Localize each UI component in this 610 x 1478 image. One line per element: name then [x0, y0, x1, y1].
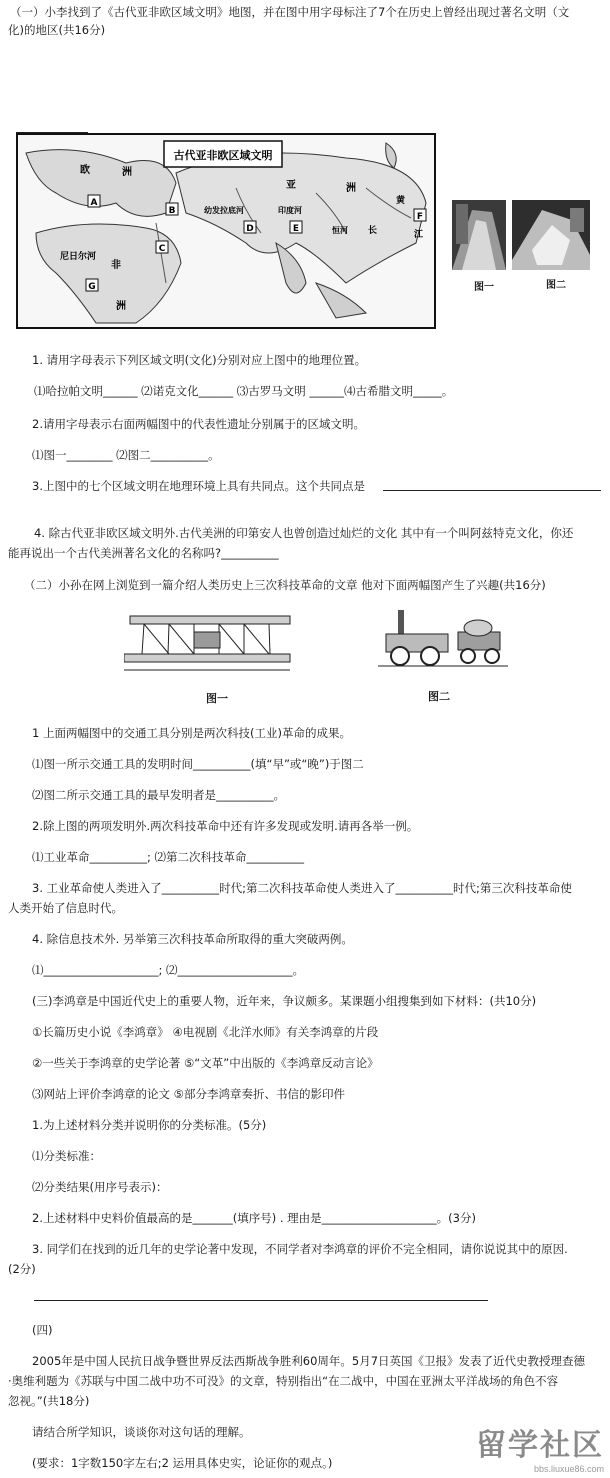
part2-intro: （二）小孙在网上浏览到一篇介绍人类历史上三次科技革命的文章 他对下面两幅图产生了兴趣(共16分)	[24, 578, 546, 592]
map-marker-g: G	[88, 282, 96, 292]
part1-question-4-line2: 能再说出一个古代美洲著名文化的名称吗?__________	[8, 546, 279, 560]
part1-question-4-line1: 4. 除古代亚非欧区域文明外.古代美洲的印第安人也曾创造过灿烂的文化 其中有一个叫阿兹特克文化，你还	[34, 526, 574, 540]
part3-material-line2: ②一些关于李鸿章的史学论著 ⑤“文革”中出版的《李鸿章反动言论》	[32, 1056, 379, 1070]
part3-material-line1: ①长篇历史小说《李鸿章》 ④电视剧《北洋水师》有关李鸿章的片段	[32, 1025, 379, 1039]
watermark-text: 留学社区	[476, 1428, 604, 1463]
part2-question-1-b: ⑵图二所示交通工具的最早发明者是__________。	[32, 788, 285, 802]
part2-question-3-line2: 人类开始了信息时代。	[8, 901, 123, 915]
map-marker-b: B	[168, 206, 176, 216]
part2-question-4-items: ⑴____________________; ⑵____________________。	[32, 963, 305, 977]
part3-question-3-line2: (2分)	[8, 1262, 36, 1276]
part1-question-1-items: ⑴哈拉帕文明______ ⑵诺克文化______ ⑶古罗马文明 ______⑷古希腊文明_____。	[34, 384, 454, 398]
part3-question-1-b: ⑵分类结果(用序号表示)：	[32, 1180, 168, 1194]
part2-question-2: 2.除上图的两项发明外.两次科技革命中还有许多发现或发明.请再各举一例。	[32, 819, 419, 833]
map-label-ganges: 恒河	[332, 226, 348, 235]
watermark	[476, 1420, 604, 1474]
part2-question-1-a: ⑴图一所示交通工具的发明时间__________(填“早”或“晚”)于图二	[32, 757, 364, 771]
part1-question-1: 1. 请用字母表示下列区域文明(文化)分别对应上图中的地理位置。	[32, 353, 367, 367]
map-label-yangtze: 江	[414, 230, 424, 240]
part2-figure-caption-2: 图二	[428, 690, 450, 703]
part1-question-2-items: ⑴图一________ ⑵图二__________。	[32, 448, 220, 462]
map-label-yellow-river: 黄	[396, 196, 406, 206]
map-title: 古代亚非欧区域文明	[173, 149, 273, 162]
part4-paragraph-line1: 2005年是中国人民抗日战争暨世界反法西斯战争胜利60周年。5月7日英国《卫报》发表了近代史教授理查德	[32, 1354, 586, 1368]
map-label-asia-1: 亚	[286, 180, 296, 191]
map-marker-a: A	[90, 198, 98, 208]
airplane-figure	[124, 610, 294, 680]
part1-question-3: 3.上图中的七个区域文明在地理环境上具有共同点。这个共同点是	[32, 479, 365, 493]
map-label-europe-2: 洲	[122, 167, 132, 178]
part4-paragraph-line2: ·奥维利题为《苏联与中国二战中功不可没》的文章，特别指出“在二战中，中国在亚洲太平洋战场的角色不容	[8, 1374, 559, 1388]
photo-figure-2	[512, 200, 590, 270]
map-marker-e: E	[292, 224, 300, 234]
photo-figure-1	[452, 200, 506, 270]
map-label-niger-river: 尼日尔河	[60, 252, 97, 262]
part3-intro: (三)李鸿章是中国近代史上的重要人物，近年来，争议颇多。某课题小组搜集到如下材料：(共10分)	[32, 994, 537, 1008]
part2-question-4: 4. 除信息技术外. 另举第三次科技革命所取得的重大突破两例。	[32, 932, 353, 946]
part4-paragraph-line3: 忽视。”(共18分)	[8, 1394, 90, 1408]
map-marker-d: D	[246, 224, 254, 234]
part3-question-3-line1: 3. 同学们在找到的近几年的史学论著中发现，不同学者对李鸿章的评价不完全相同，请你说说其中的原因.	[32, 1242, 568, 1256]
map-label-indus: 印度河	[278, 206, 302, 215]
part1-question-2: 2.请用字母表示右面两幅图中的代表性遗址分别属于的区域文明。	[32, 417, 365, 431]
part4-prompt: 请结合所学知识，谈谈你对这句话的理解。	[32, 1425, 251, 1439]
photo-caption-1: 图一	[474, 282, 494, 293]
map-marker-f: F	[416, 212, 424, 222]
map-label-africa-1: 非	[111, 260, 121, 271]
part3-answer-line	[34, 1300, 488, 1301]
map-label-euphrates: 幼发拉底河	[204, 206, 244, 215]
photo-caption-2: 图二	[546, 280, 566, 291]
map-label-asia-2: 洲	[346, 183, 356, 194]
part1-intro-line2: 化)的地区(共16分)	[8, 23, 106, 37]
map-label-europe-1: 欧	[80, 165, 90, 176]
map-label-chang: 长	[368, 226, 378, 236]
part2-figure-caption-1: 图一	[206, 692, 228, 705]
part1-intro-line1: （一）小李找到了《古代亚非欧区域文明》地图，并在图中用字母标注了7个在历史上曾经出现过著名文明（文	[10, 5, 570, 19]
part3-question-2: 2.上述材料中史料价值最高的是_______(填序号) . 理由是____________________。(3分)	[32, 1211, 476, 1225]
locomotive-figure	[378, 606, 508, 670]
part3-material-line3: ⑶网站上评价李鸿章的论文 ⑤部分李鸿章奏折、书信的影印件	[32, 1087, 345, 1101]
part3-question-1: 1.为上述材料分类并说明你的分类标准。(5分)	[32, 1118, 267, 1132]
part4-requirements: (要求：1字数150字左右;2 运用具体史实，论证你的观点。)	[32, 1456, 333, 1470]
part2-question-1: 1 上面两幅图中的交通工具分别是两次科技(工业)革命的成果。	[32, 726, 351, 740]
part2-question-2-items: ⑴工业革命__________; ⑵第二次科技革命__________	[32, 850, 305, 864]
part1-question-3-answer-line	[383, 490, 601, 491]
ancient-civilizations-map	[16, 133, 436, 329]
part2-question-3-line1: 3. 工业革命使人类进入了__________时代;第二次科技革命使人类进入了__________时代;第三次科技革命使	[32, 881, 572, 895]
map-label-africa-2: 洲	[116, 301, 126, 312]
part3-question-1-a: ⑴分类标准：	[32, 1149, 101, 1163]
map-marker-c: C	[158, 244, 166, 254]
part4-heading: (四)	[32, 1323, 53, 1337]
watermark-url: bbs.liuxue86.com	[533, 1464, 604, 1474]
